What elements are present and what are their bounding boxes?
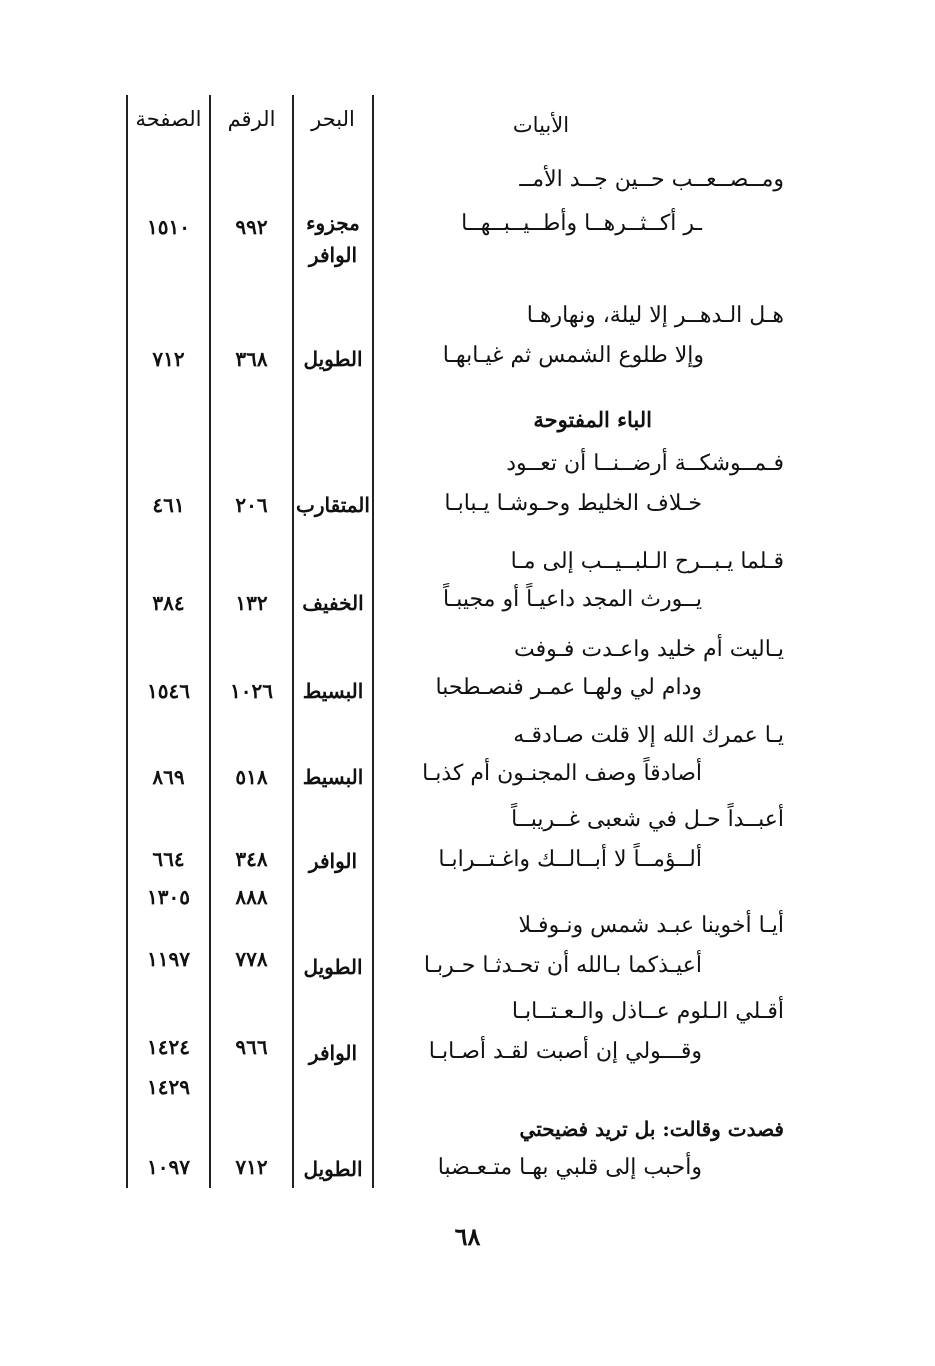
section-title: الباء المفتوحة [533,407,652,432]
verse-line-first: فـمــوشكــة أرضــنــا أن تعــود [506,451,784,476]
number-cell: ٧١٢ [235,1155,268,1179]
page-cell: ١٠٩٧ [147,1155,190,1179]
number-cell: ٣٦٨ [235,347,268,371]
page-cell-second: ١٤٢٩ [147,1075,190,1099]
bahr-cell: الطويل [303,955,363,979]
page-cell: ١١٩٧ [147,947,190,971]
bahr-cell: مجزوء الوافر [306,211,360,267]
number-cell: ٩٦٦ [235,1035,268,1059]
header-page: الصفحة [135,107,202,131]
verse-line-first: أعبــداً حـل في شعبى غــريبــاً [511,807,784,832]
verse-line-first: فصدت وقالت: بل تريد فضيحتي [519,1117,784,1141]
verse-line-first: يـاليت أم خليد واعـدت فـوفت [513,637,784,662]
header-verses: الأبيات [512,113,570,137]
number-cell-second: ٨٨٨ [235,885,268,909]
verse-line-first: قـلما يـبــرح الـلبــيــب إلى مـا [510,549,784,574]
header-number: الرقم [227,107,276,131]
verse-line-second: ودام لي ولهـا عمـر فنصـطحبا [435,675,702,700]
verse-line-second: أصادقاً وصف المجنـون أم كذبـا [422,761,702,786]
verse-line-first: أقـلي الـلوم عــاذل والـعـتــابـا [511,999,784,1024]
page-cell: ٧١٢ [152,347,185,371]
bahr-cell: البسيط [302,679,364,703]
number-cell: ٣٤٨ [235,847,268,871]
column-divider [292,95,294,1188]
number-cell: ٥١٨ [235,765,268,789]
verse-line-second: يــورث المجد داعيـاً أو مجيبـاً [443,587,702,612]
number-cell: ٩٩٢ [235,215,268,239]
verse-line-first: هـل الـدهــر إلا ليلة، ونهارهـا [526,303,784,328]
bahr-cell: الطويل [303,1157,363,1181]
bahr-cell: الطويل [303,347,363,371]
verse-line-first: أيـا أخوينا عبـد شمس ونـوفـلا [518,913,784,938]
page-number: ٦٨ [454,1222,481,1251]
number-cell: ٧٧٨ [235,947,268,971]
table-header [126,107,792,147]
column-divider [372,95,374,1188]
page-cell-second: ١٣٠٥ [147,885,190,909]
verse-line-second: وإلا طلوع الشمس ثم غيـابهـا [442,343,704,368]
verse-line-second: وأحبب إلى قلبي بهـا متـعـضبا [437,1155,702,1180]
page-cell: ١٥٤٦ [147,679,190,703]
column-divider [126,95,128,1188]
column-divider [209,95,211,1188]
index-table [126,95,792,1188]
page-cell: ٨٦٩ [152,765,185,789]
verse-line-first: يـا عمرك الله إلا قلت صـادقـه [513,723,784,748]
bahr-cell: البسيط [302,765,364,789]
bahr-cell: المتقارب [296,493,370,517]
page-cell: ١٤٢٤ [147,1035,190,1059]
page-cell: ٦٦٤ [152,847,185,871]
page-cell: ١٥١٠ [147,215,190,239]
verse-line-second: خـلاف الخليط وحـوشـا يـبابـا [444,491,702,516]
bahr-cell: الوافر [308,1041,358,1065]
verse-line-second: وقـــولي إن أصبت لقـد أصـابـا [428,1039,702,1064]
verse-line-second: أعيـذكما بـالله أن تحـدثـا حـربـا [423,953,702,978]
page-cell: ٤٦١ [152,493,185,517]
verse-line-first: ومــصــعــب حــين جــد الأمــ [519,167,784,192]
number-cell: ٢٠٦ [235,493,268,517]
bahr-cell: الوافر [308,849,358,873]
verse-line-second: ألــؤمــاً لا أبــالــك واغـتــرابـا [438,847,702,872]
number-cell: ١٠٢٦ [230,679,273,703]
verse-line-second: ـر أكــثــرهــا وأطــيــبــهــا [461,211,702,236]
page-cell: ٣٨٤ [152,591,185,615]
header-bahr: البحر [311,107,355,131]
bahr-cell: الخفيف [302,591,364,615]
number-cell: ١٣٢ [235,591,268,615]
